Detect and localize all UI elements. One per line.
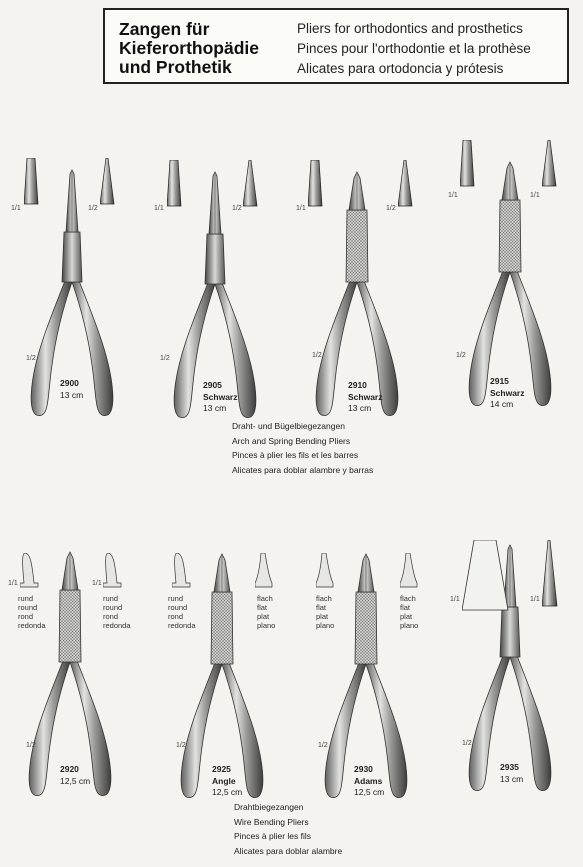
header-german-title bbox=[119, 20, 259, 77]
caption-line: Pinces à plier les fils bbox=[234, 831, 312, 841]
jaw-label-line: round bbox=[168, 603, 188, 612]
jaw-type-label-flat bbox=[316, 594, 334, 630]
header-translation-line: Pliers for orthodontics and prosthetics bbox=[297, 21, 523, 36]
scale-fraction: 1/2 bbox=[88, 205, 98, 212]
catalog-number: 2900 bbox=[60, 378, 79, 388]
caption-line: Wire Bending Pliers bbox=[234, 816, 309, 827]
catalog-name: Angle bbox=[212, 775, 236, 786]
caption-line: Arch and Spring Bending Pliers bbox=[232, 435, 351, 446]
tip-profile-left-icon bbox=[167, 160, 183, 215]
jaw-label-line: plat bbox=[400, 612, 413, 621]
jaw-label-line: plano bbox=[316, 621, 335, 630]
scale-fraction: 1/2 bbox=[160, 355, 170, 362]
header-translation-line: Alicates para ortodoncia y prótesis bbox=[297, 61, 504, 76]
scale-fraction: 1/1 bbox=[11, 205, 21, 212]
catalog-number: 2925 bbox=[212, 764, 231, 774]
catalog-name: Schwarz bbox=[203, 391, 238, 402]
tip-profile-left-icon bbox=[308, 160, 324, 215]
jaw-label-line: round bbox=[18, 603, 38, 612]
round-jaw-profile-icon bbox=[20, 553, 40, 594]
caption-line: Alicates para doblar alambre y barras bbox=[232, 464, 374, 475]
jaw-label-line: redonda bbox=[18, 621, 46, 630]
header-translation-line: Pinces pour l'orthodontie et la prothèse bbox=[297, 41, 531, 56]
header-german-line: und Prothetik bbox=[119, 57, 232, 77]
catalog-number: 2915 bbox=[490, 376, 509, 386]
tip-profile-right-icon bbox=[100, 158, 116, 213]
scale-fraction: 1/1 bbox=[450, 596, 460, 603]
catalog-size: 13 cm bbox=[500, 773, 524, 784]
jaw-label-line: flat bbox=[400, 603, 411, 612]
flat-jaw-profile-icon bbox=[400, 553, 420, 594]
catalog-size: 12,5 cm bbox=[60, 775, 91, 786]
caption-line: Alicates para doblar alambre bbox=[234, 845, 343, 856]
jaw-label-line: flach bbox=[316, 594, 332, 603]
jaw-label-line: redonda bbox=[168, 621, 196, 630]
scale-fraction: 1/2 bbox=[312, 352, 322, 359]
scale-fraction: 1/1 bbox=[8, 580, 18, 587]
jaw-label-line: redonda bbox=[103, 621, 131, 630]
tip-profile-right-icon bbox=[542, 140, 558, 195]
scale-fraction: 1/2 bbox=[462, 740, 472, 747]
caption-line: Drahtbiegezangen bbox=[234, 802, 304, 812]
catalog-entry-2920 bbox=[60, 764, 90, 787]
jaw-label-line: rond bbox=[18, 612, 34, 621]
scale-fraction: 1/2 bbox=[318, 742, 328, 749]
scale-fraction: 1/2 bbox=[26, 742, 36, 749]
jaw-label-line: rund bbox=[18, 594, 34, 603]
scale-fraction: 1/1 bbox=[154, 205, 164, 212]
jaw-label-line: round bbox=[103, 603, 123, 612]
tip-profile-right-icon bbox=[398, 160, 414, 215]
group1-caption bbox=[232, 419, 373, 477]
scale-fraction: 1/1 bbox=[530, 596, 540, 603]
jaw-type-label-round bbox=[103, 594, 131, 630]
catalog-entry-2935 bbox=[500, 762, 523, 785]
jaw-type-label-round bbox=[168, 594, 196, 630]
scale-fraction: 1/2 bbox=[386, 205, 396, 212]
tip-profile-left-icon bbox=[24, 158, 40, 213]
catalog-entry-2930 bbox=[354, 764, 384, 799]
jaw-label-line: flach bbox=[400, 594, 416, 603]
catalog-number: 2920 bbox=[60, 764, 79, 774]
scale-fraction: 1/1 bbox=[92, 580, 102, 587]
jaw-label-line: flat bbox=[316, 603, 327, 612]
scale-fraction: 1/1 bbox=[448, 192, 458, 199]
group2-caption bbox=[234, 800, 342, 858]
jaw-label-line: rond bbox=[103, 612, 119, 621]
scale-fraction: 1/1 bbox=[296, 205, 306, 212]
jaw-label-line: plat bbox=[257, 612, 270, 621]
header-translations bbox=[297, 19, 531, 79]
catalog-entry-2925 bbox=[212, 764, 242, 799]
caption-line: Draht- und Bügelbiegezangen bbox=[232, 421, 345, 431]
scale-fraction: 1/2 bbox=[176, 742, 186, 749]
flat-jaw-profile-icon bbox=[255, 553, 275, 594]
catalog-number: 2930 bbox=[354, 764, 373, 774]
catalog-name: Schwarz bbox=[490, 387, 525, 398]
tip-profile-left-icon bbox=[460, 140, 476, 195]
flat-jaw-profile-icon bbox=[316, 553, 336, 594]
catalog-size: 13 cm bbox=[348, 403, 372, 413]
scale-fraction: 1/2 bbox=[232, 205, 242, 212]
jaw-label-line: rond bbox=[168, 612, 184, 621]
catalog-name: Adams bbox=[354, 775, 383, 786]
jaw-label-line: plat bbox=[316, 612, 329, 621]
scale-fraction: 1/2 bbox=[456, 352, 466, 359]
catalog-name: Schwarz bbox=[348, 391, 383, 402]
tip-profile-right-icon bbox=[243, 160, 259, 215]
catalog-size: 12,5 cm bbox=[212, 787, 243, 797]
jaw-label-line: rund bbox=[168, 594, 184, 603]
catalog-entry-2910 bbox=[348, 380, 383, 415]
round-jaw-profile-icon bbox=[172, 553, 192, 594]
catalog-number: 2935 bbox=[500, 762, 519, 772]
catalog-size: 13 cm bbox=[203, 403, 227, 413]
catalog-entry-2905 bbox=[203, 380, 238, 415]
jaw-label-line: rund bbox=[103, 594, 119, 603]
catalog-size: 14 cm bbox=[490, 399, 514, 409]
header-box bbox=[103, 8, 569, 84]
scale-fraction: 1/2 bbox=[26, 355, 36, 362]
catalog-number: 2905 bbox=[203, 380, 222, 390]
jaw-type-label-flat bbox=[257, 594, 275, 630]
header-german-line: Kieferorthopädie bbox=[119, 38, 260, 58]
jaw-type-label-round bbox=[18, 594, 46, 630]
jaw-label-line: plano bbox=[400, 621, 419, 630]
header-german-line: Zangen für bbox=[119, 19, 210, 39]
jaw-label-line: flach bbox=[257, 594, 273, 603]
catalog-size: 12,5 cm bbox=[354, 787, 385, 797]
caption-line: Pinces à plier les fils et les barres bbox=[232, 450, 359, 460]
tip-profile-left-icon bbox=[462, 540, 510, 617]
catalog-number: 2910 bbox=[348, 380, 367, 390]
jaw-type-label-flat bbox=[400, 594, 418, 630]
jaw-label-line: flat bbox=[257, 603, 268, 612]
catalog-entry-2915 bbox=[490, 376, 525, 411]
catalog-entry-2900 bbox=[60, 378, 83, 401]
tip-profile-right-icon bbox=[542, 540, 558, 615]
round-jaw-profile-icon bbox=[103, 553, 123, 594]
jaw-label-line: plano bbox=[257, 621, 276, 630]
catalog-size: 13 cm bbox=[60, 389, 84, 400]
scale-fraction: 1/1 bbox=[530, 192, 540, 199]
